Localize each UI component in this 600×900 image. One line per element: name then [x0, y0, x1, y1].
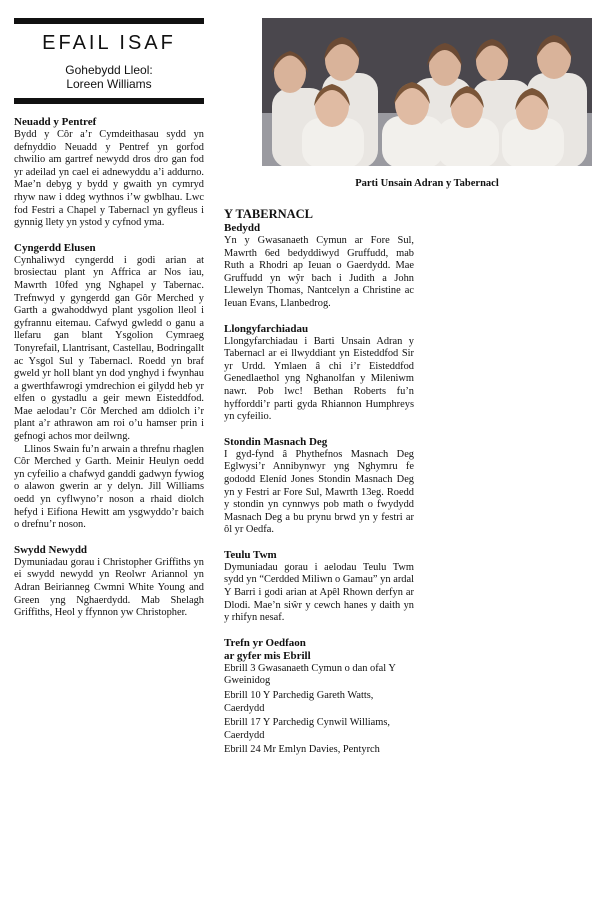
article-neuadd — [14, 116, 204, 230]
group-photo-illustration — [262, 18, 592, 166]
article-heading: Cyngerdd Elusen — [14, 241, 96, 254]
article-heading: Teulu Twm — [224, 548, 277, 561]
article-teulu-twm — [224, 549, 592, 625]
article-bedydd — [224, 222, 592, 311]
list-item: Ebrill 24 Mr Emlyn Davies, Pentyrch — [224, 744, 380, 756]
list-item: Ebrill 17 Y Parchedig Cynwil Williams, Caerdydd — [224, 717, 391, 741]
article-paragraph: Dymuniadau gorau i aelodau Teulu Twm sydd yn “Cerdded Miliwn o Gamau” yn ardal Y Barri i godi arian at Apêl Rhown derfyn ar Dlodi. Mae’n siŵr y cewch hanes y daith yn y rhifyn nesaf. — [224, 561, 414, 624]
article-heading: Swydd Newydd — [14, 543, 88, 556]
masthead — [14, 18, 204, 104]
left-column — [14, 18, 204, 620]
masthead-subtitle — [14, 63, 204, 91]
article-paragraph: Llinos Swain fu’n arwain a threfnu rhaglen Côr Merched y Garth. Meinir Heulyn oedd yn cyfeilio a chafwyd ganddi gadwyn fywiog o alawon gwerin ar y delyn. Jill Williams oedd yn cyflwyno’r noson a rhaid diolch hefyd i Eifiona Hewitt am ysgwyddo’r baich o drefnu’r noson. — [14, 443, 204, 531]
article-paragraph: Bydd y Côr a’r Cymdeithasau sydd yn defnyddio Neuadd y Pentref yn gorfod chwilio am gartref newydd dros dro gan fod yr adeilad yn cael ei adnewyddu a’i addurno. Mae’n debyg y bydd y gwaith yn cymryd rhyw naw i ddeg wythnos i’w gwblhau. Lwc fod Festri a Chapel y Tabernacl yn gyfleus i gynnig llety yn ystod y cyfnod yma. — [14, 129, 204, 229]
list-item: Ebrill 10 Y Parchedig Gareth Watts, Caerdydd — [224, 690, 374, 714]
article-heading: Neuadd y Pentref — [14, 116, 97, 128]
article-heading: Llongyfarchiadau — [224, 322, 309, 335]
list-item: Ebrill 3 Gwasanaeth Cymun o dan ofal Y Gweinidog — [224, 662, 396, 687]
section-title: Y TABERNACL — [224, 207, 314, 221]
article-cyngerdd — [14, 242, 204, 532]
article-heading: Bedydd — [224, 222, 261, 234]
schedule-list — [224, 663, 414, 757]
masthead-title: EFAIL ISAF — [42, 32, 176, 54]
schedule-heading: Trefn yr Oedfaon — [224, 636, 306, 649]
article-paragraph: I gyd-fynd â Phythefnos Masnach Deg Eglwysi’r Annibynwyr yng Nghymru fe gododd Eleníd Jones Stondin Masnach Deg yn y Festri ar Fore Sul, Mawrth 13eg. Roedd y stondin yn cynnwys pob math o fwydydd Masnach Deg a bu prynu brwd yn y festri ar ôl yr Oedfa. — [224, 448, 414, 536]
group-photo — [262, 18, 592, 166]
article-stondin — [224, 436, 592, 537]
photo-caption: Parti Unsain Adran y Tabernacl — [355, 178, 499, 189]
right-column — [224, 18, 592, 759]
article-paragraph: Yn y Gwasanaeth Cymun ar Fore Sul, Mawrth 6ed bedyddiwyd Gruffudd, mab Ruth a Rhodri ap Ieuan o Gaerdydd. Mae Gruffudd yn wŷr bach i Judith a John Llewelyn Thomas, Nantcelyn a Christine ac Ieuan Evans, Llanbedrog. — [224, 235, 414, 309]
article-heading: Stondin Masnach Deg — [224, 435, 328, 448]
article-paragraph: Cynhaliwyd cyngerdd i godi arian at brosiectau plant yn Affrica ar Nos iau, Mawrth 10fed yng Nghapel y Tabernac. Trefnwyd y gyngerdd gan Gôr Merched y Garth a gwahoddwyd plant ysgolion lleol i gyfrannu eitemau. Cafwyd gwledd o ganu a llefaru gan blant Ysgolion Cymraeg Tonyrefail, Llantrisant, Castellau, Bodringallt ac Ysgol Sul y Tabernacl. Roedd yn braf gweld yr holl blant yn dod ynghyd i fwynhau a gwerthfawrogi ymdrechion ei gilydd heb yr elfen o gystadlu a geir mewn Eisteddfod. Mae aelodau’r Côr Merched am ddiolch i’r plant a’r athrawon am roi o’u hamser prin i gefnogi achos mor deilwng. — [14, 254, 204, 443]
schedule — [224, 637, 592, 757]
article-llongyfarchiadau — [224, 323, 592, 424]
article-paragraph: Llongyfarchiadau i Barti Unsain Adran y Tabernacl ar ei llwyddiant yn Eisteddfod Sir yr Urdd. Ymlaen â chi i’r Eisteddfod Genedlaethol yng Nghanolfan y Mileniwm nawr. Pob lwc! Bethan Roberts fu’n hyfforddi’r parti gyda Rhiannon Humphreys yn cyfeilio. — [224, 335, 414, 423]
correspondent-label: Gohebydd Lleol: — [65, 63, 153, 77]
correspondent-name: Loreen Williams — [66, 77, 152, 91]
article-paragraph: Dymuniadau gorau i Christopher Griffiths yn ei swydd newydd yn Reolwr Ariannol yn Adran Beirianneg Cwmni White Young and Green yng Nghaerdydd. Mab Shelagh Griffiths, Heol y ffynnon yw Christopher. — [14, 556, 204, 619]
schedule-subheading: ar gyfer mis Ebrill — [224, 649, 311, 662]
article-swydd-newydd — [14, 544, 204, 620]
